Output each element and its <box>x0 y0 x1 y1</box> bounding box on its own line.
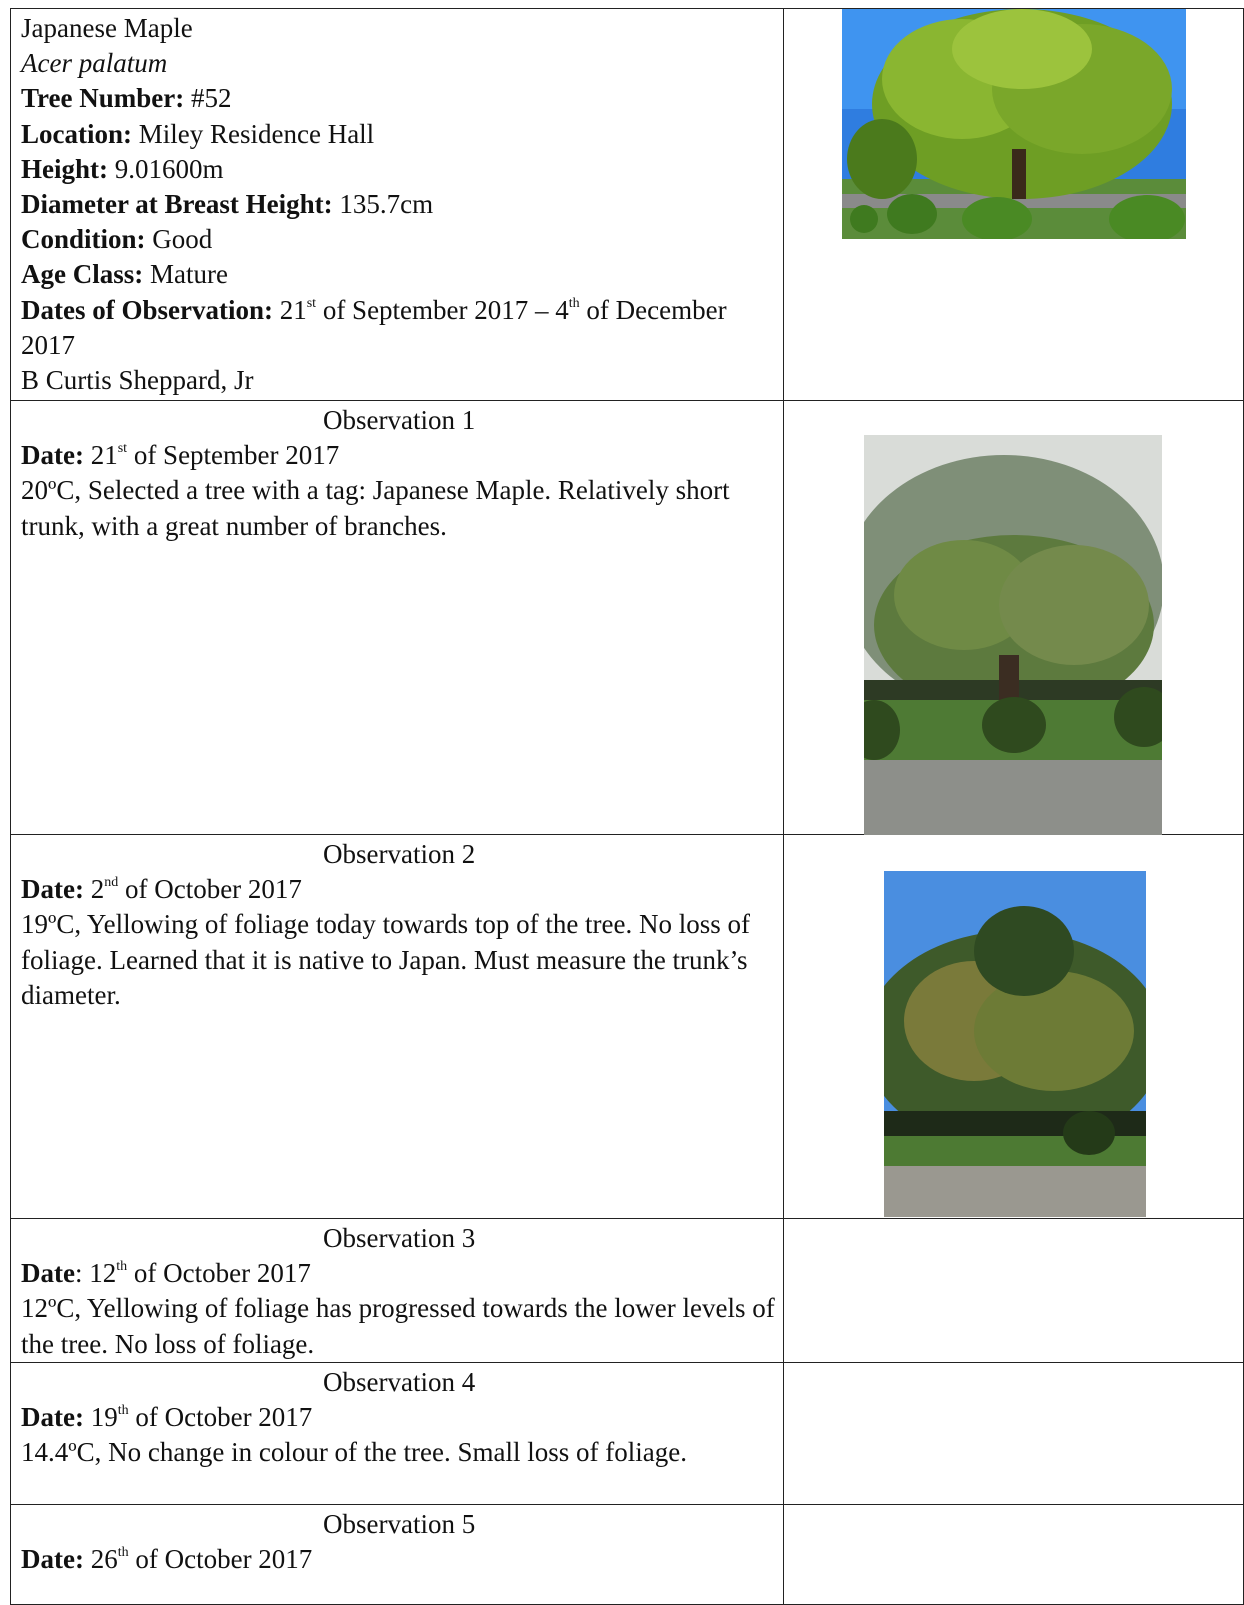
field-value: Mature <box>143 259 228 290</box>
date-label: Date: <box>21 440 84 471</box>
dates-end-suffix: th <box>568 295 580 311</box>
field-age-class <box>21 257 777 292</box>
field-value: Good <box>145 224 213 255</box>
date-rest: of October 2017 <box>128 1544 313 1575</box>
dates-middle: of September 2017 – 4 <box>316 294 569 325</box>
observation-date <box>21 1400 777 1435</box>
observation-notes: 20ºC, Selected a tree with a tag: Japanese Maple. Relatively short trunk, with a great number of branches. <box>21 475 730 541</box>
field-location <box>21 117 777 152</box>
observation-notes: 14.4ºC, No change in colour of the tree. Small loss of foliage. <box>21 1437 687 1468</box>
field-condition <box>21 222 777 257</box>
tree-photo-cell <box>784 9 1244 401</box>
observation-row <box>11 1504 1244 1604</box>
date-day: 21 <box>83 440 118 471</box>
author: B Curtis Sheppard, Jr <box>21 365 254 396</box>
tree-photo-observation-1 <box>864 435 1162 835</box>
observation-date <box>21 872 777 907</box>
field-label: Tree Number: <box>21 83 185 114</box>
observation-photo-cell <box>784 835 1244 1219</box>
field-tree-number <box>21 81 777 116</box>
observation-title: Observation 1 <box>323 405 476 435</box>
date-suffix: th <box>117 1403 129 1419</box>
observation-text-cell <box>11 1362 784 1504</box>
date-rest: of October 2017 <box>118 874 302 905</box>
date-label: Date: <box>21 874 84 905</box>
date-label: Date <box>21 1258 75 1289</box>
date-suffix: th <box>116 1259 128 1275</box>
field-value: 135.7cm <box>332 189 434 220</box>
date-day: 2 <box>83 874 105 905</box>
field-dbh <box>21 187 777 222</box>
observation-notes: 12ºC, Yellowing of foliage has progressed towards the lower levels of the tree. No loss of foliage. <box>21 1293 775 1359</box>
observation-date <box>21 1256 777 1291</box>
observation-text-cell <box>11 1504 784 1604</box>
observation-text-cell <box>11 401 784 835</box>
tree-photo-summer <box>842 9 1186 239</box>
date-rest: of October 2017 <box>127 1258 311 1289</box>
field-value: #52 <box>184 83 232 114</box>
date-suffix: st <box>117 441 128 457</box>
dates-start-suffix: st <box>306 295 317 311</box>
observation-photo-cell <box>784 401 1244 835</box>
field-label: Location: <box>21 118 132 149</box>
observation-notes: 19ºC, Yellowing of foliage today towards top of the tree. No loss of foliage. Learned that it is native to Japan. Must measure the trunk’s diameter. <box>21 909 751 1010</box>
observation-text-cell <box>11 1219 784 1363</box>
tree-info-row <box>11 9 1244 401</box>
scientific-name: Acer palatum <box>21 48 168 79</box>
dates-end: of December 2017 <box>21 294 727 360</box>
observation-title: Observation 3 <box>323 1223 476 1253</box>
tree-photo-observation-2 <box>884 871 1146 1217</box>
observation-photo-cell-empty <box>784 1504 1244 1604</box>
observation-row <box>11 1362 1244 1504</box>
observation-row <box>11 835 1244 1219</box>
date-rest: of October 2017 <box>128 1402 313 1433</box>
date-day: : 12 <box>74 1258 117 1289</box>
field-label: Condition: <box>21 224 146 255</box>
observation-date <box>21 1542 777 1577</box>
observation-row <box>11 401 1244 835</box>
date-suffix: th <box>117 1545 129 1561</box>
dates-start-day: 21 <box>272 294 307 325</box>
date-day: 19 <box>83 1402 118 1433</box>
field-value: 9.01600m <box>108 153 224 184</box>
date-label: Date: <box>21 1402 84 1433</box>
date-label: Date: <box>21 1544 84 1575</box>
tree-observation-table <box>10 8 1244 1605</box>
observation-title: Observation 2 <box>323 839 476 869</box>
date-suffix: nd <box>104 875 119 891</box>
observation-date <box>21 438 777 473</box>
date-day: 26 <box>83 1544 118 1575</box>
field-value: Miley Residence Hall <box>132 118 375 149</box>
field-label: Dates of Observation: <box>21 294 273 325</box>
common-name: Japanese Maple <box>21 13 193 43</box>
field-dates <box>21 293 777 363</box>
observation-photo-cell-empty <box>784 1219 1244 1363</box>
date-rest: of September 2017 <box>127 440 340 471</box>
field-height <box>21 152 777 187</box>
observation-title: Observation 5 <box>323 1508 476 1539</box>
observation-title: Observation 4 <box>323 1366 476 1397</box>
observation-text-cell <box>11 835 784 1219</box>
field-label: Age Class: <box>21 259 144 290</box>
observation-row <box>11 1219 1244 1363</box>
field-label: Height: <box>21 153 108 184</box>
field-label: Diameter at Breast Height: <box>21 189 333 220</box>
observation-photo-cell-empty <box>784 1362 1244 1504</box>
tree-info-cell <box>11 9 784 401</box>
